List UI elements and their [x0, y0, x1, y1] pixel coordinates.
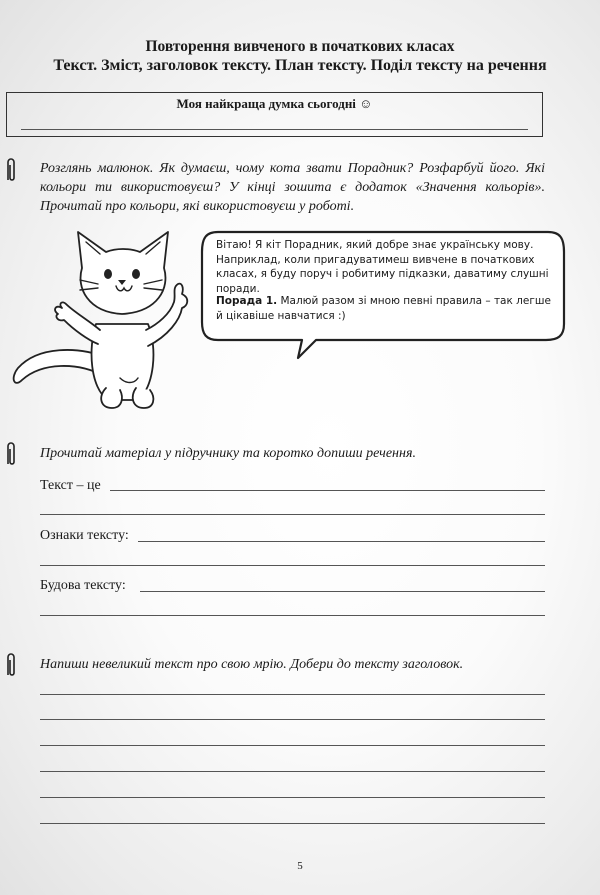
best-thought-line[interactable]: [21, 129, 528, 130]
answer-line[interactable]: [40, 823, 545, 824]
best-thought-title: Моя найкраща думка сьогодні ☺: [176, 96, 373, 111]
answer-line[interactable]: [138, 541, 545, 542]
answer-line[interactable]: [40, 771, 545, 772]
tip-label: Порада 1.: [216, 295, 278, 307]
task2-instruction: Прочитай матеріал у підручнику та коротко допиши речення.: [40, 446, 416, 461]
answer-line[interactable]: [40, 694, 545, 695]
task3-instruction: Напиши невеликий текст про свою мрію. Добери до тексту заголовок.: [40, 657, 464, 672]
task1-instruction: Розглянь малюнок. Як думаєш, чому кота звати Порадник? Розфарбуй його. Які кольори ти використовуєш? У кінці зошита є додаток «Значення кольорів». Прочитай про кольори, які використовуєш у роботі.: [40, 161, 545, 214]
speech-bubble-text: Вітаю! Я кіт Порадник, який добре знає українську мову. Наприклад, коли пригадуватимеш вивчене в початкових класах, я буду поруч і робитиму підказки, даватиму слушні поради.: [216, 239, 549, 295]
cat-advisor-illustration: [8, 228, 203, 418]
page-number: 5: [297, 860, 303, 872]
label-text-signs: Ознаки тексту:: [40, 528, 129, 543]
tip-text: Малюй разом зі мною певні правила – так легше й цікавіше навчатися :): [216, 295, 551, 322]
page-title-line1: Повторення вивченого в початкових класах: [145, 38, 455, 55]
paperclip-icon: [4, 156, 18, 186]
answer-line[interactable]: [40, 745, 545, 746]
answer-line[interactable]: [110, 490, 545, 491]
best-thought-box: [6, 92, 543, 137]
paperclip-icon: [4, 651, 18, 681]
answer-line[interactable]: [140, 591, 545, 592]
answer-line[interactable]: [40, 797, 545, 798]
answer-line[interactable]: [40, 565, 545, 566]
page-title-line2: Текст. Зміст, заголовок тексту. План тексту. Поділ тексту на речення: [53, 57, 547, 74]
answer-line[interactable]: [40, 514, 545, 515]
label-text-structure: Будова тексту:: [40, 578, 126, 593]
label-text-is: Текст – це: [40, 478, 101, 493]
paperclip-icon: [4, 440, 18, 470]
speech-bubble-tip: [216, 294, 554, 323]
answer-line[interactable]: [40, 719, 545, 720]
answer-line[interactable]: [40, 615, 545, 616]
